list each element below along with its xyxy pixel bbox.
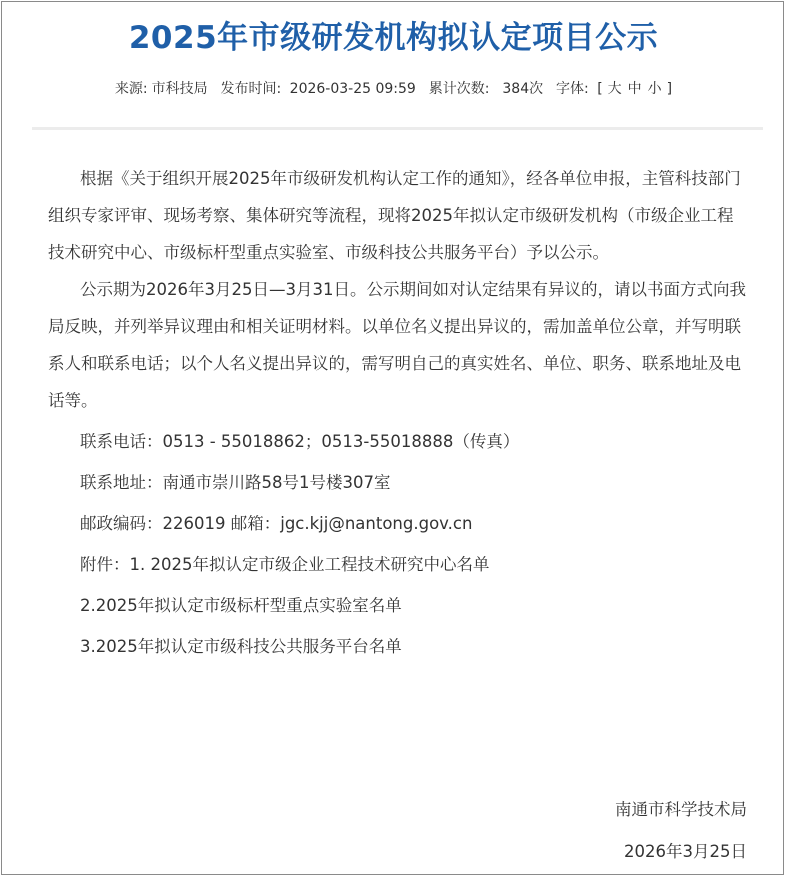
contact-postal-email	[48, 505, 748, 542]
body-paragraph-2: 公示期为2026年3月25日—3月31日。公示期间如对认定结果有异议的，请以书面方式向我局反映，并列举异议理由和相关证明材料。以单位名义提出异议的，需加盖单位公章，并写明联系人和联系电话；以个人名义提出异议的，需写明自己的真实姓名、单位、职务、联系地址及电话等。	[48, 280, 746, 410]
article-title: 2025年市级研发机构拟认定项目公示	[128, 20, 659, 56]
article-body	[48, 160, 748, 665]
body-paragraph-1: 根据《关于组织开展2025年市级研发机构认定工作的通知》，经各单位申报，主管科技部门组织专家评审、现场考察、集体研究等流程，现将2025年拟认定市级研发机构（市级企业工程技术研究中心、市级标杆型重点实验室、市级科技公共服务平台）予以公示。	[48, 169, 741, 262]
source-label: 来源:	[114, 81, 148, 97]
contact-address: 联系地址：南通市崇川路58号1号楼307室	[80, 473, 391, 492]
font-label: 字体:	[556, 81, 589, 97]
views-label: 累计次数:	[428, 81, 490, 97]
contact-phone: 联系电话：0513 - 55018862；0513-55018888（传真）	[80, 432, 520, 451]
attachment-item-3[interactable]: 3.2025年拟认定市级科技公共服务平台名单	[80, 637, 402, 656]
attachment-item-2[interactable]: 2.2025年拟认定市级标杆型重点实验室名单	[80, 596, 402, 615]
font-bracket-close: ]	[666, 81, 673, 97]
email-link[interactable]: jgc.kjj@nantong.gov.cn	[280, 514, 473, 533]
title-divider	[32, 127, 763, 130]
font-bracket-open: [	[597, 81, 603, 97]
attachment-item-1[interactable]: 附件：1. 2025年拟认定市级企业工程技术研究中心名单	[80, 555, 490, 574]
publish-label: 发布时间:	[220, 81, 282, 97]
article-meta	[0, 78, 787, 98]
views-value: 384次	[502, 81, 544, 97]
signature-org: 南通市科学技术局	[615, 800, 747, 819]
signature-date: 2026年3月25日	[624, 842, 747, 861]
source-value: 市科技局	[151, 81, 208, 97]
publish-value: 2026-03-25 09:59	[289, 81, 416, 97]
font-large-button[interactable]: 大	[607, 81, 622, 97]
postal-email-label: 邮政编码：226019 邮箱：	[80, 514, 281, 533]
font-medium-button[interactable]: 中	[627, 81, 642, 97]
font-small-button[interactable]: 小	[647, 81, 662, 97]
